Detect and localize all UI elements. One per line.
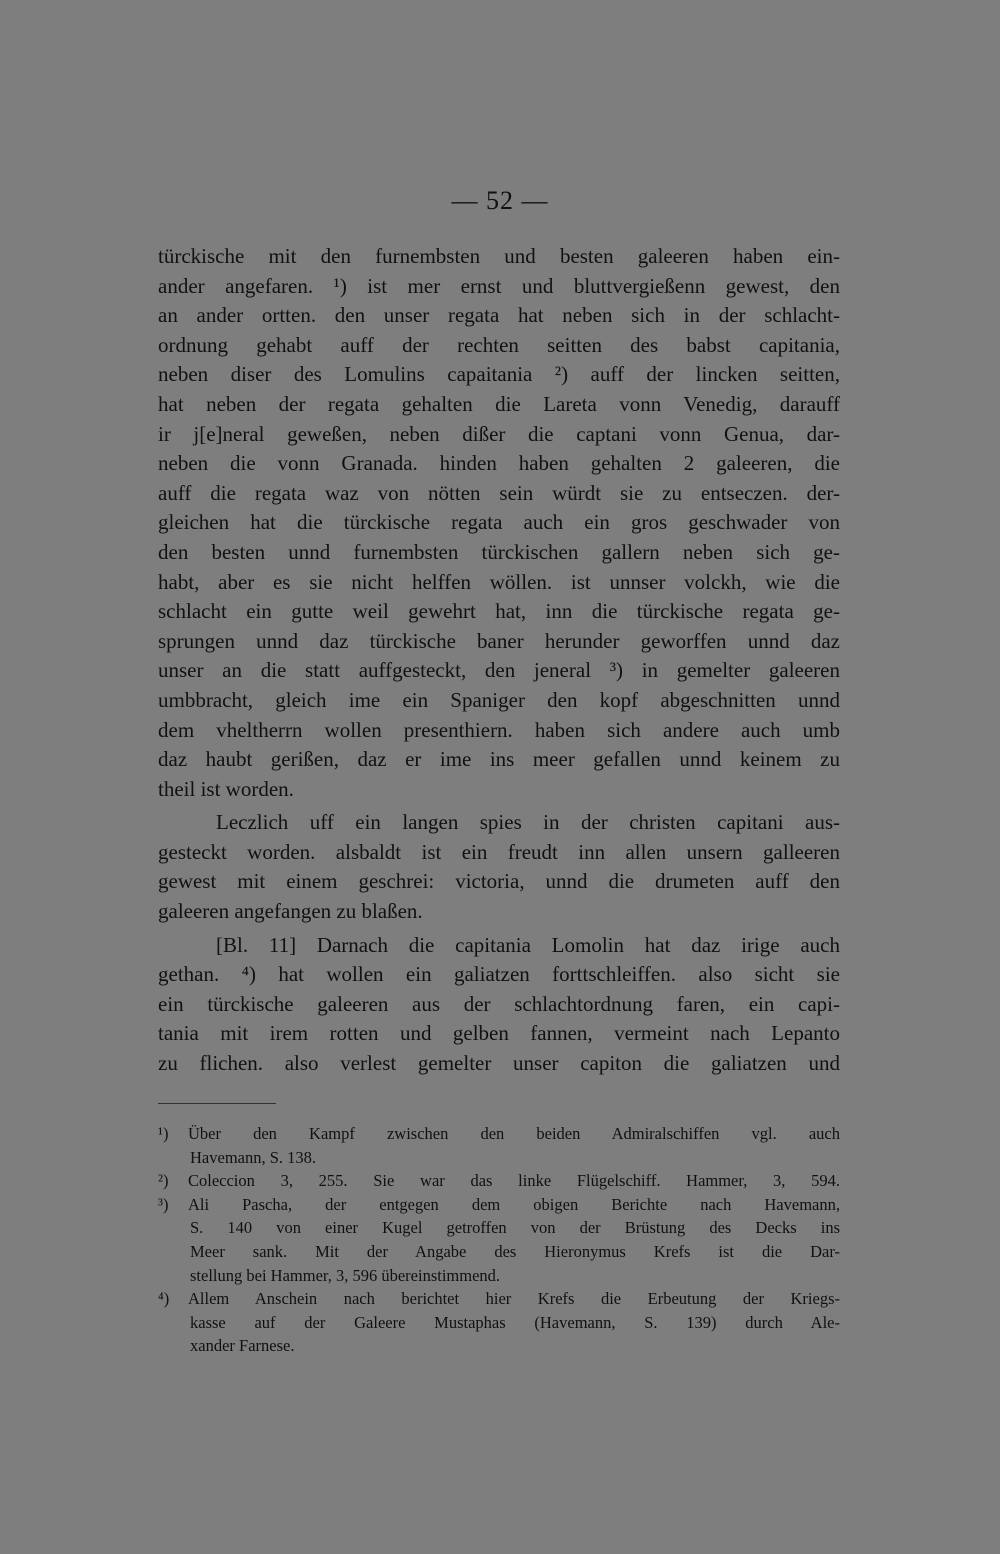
footnote-line: Havemann, S. 138. [190, 1147, 317, 1167]
footnote-line: Meer sank. Mit der Angabe des Hieronymus Krefs ist die Dar- [190, 1241, 840, 1261]
text-line: schlacht ein gutte weil gewehrt hat, inn die türckische regata ge- [158, 599, 840, 624]
footnote-line [158, 1287, 840, 1311]
text-line: sprungen unnd daz türckische baner herunder geworffen unnd daz [158, 628, 840, 653]
text-line: theil ist worden. [158, 776, 294, 801]
footnote-line [158, 1169, 840, 1193]
footnote-line [158, 1122, 840, 1146]
text-line: türckische mit den furnembsten und besten galeeren haben ein- [158, 244, 840, 268]
text-line: tania mit irem rotten und gelben fannen, vermeint nach Lepanto [158, 1021, 840, 1046]
footnote-line [158, 1193, 840, 1217]
footnote-line: xander Farnese. [190, 1336, 295, 1356]
footnote-marker: ³) [158, 1194, 169, 1214]
text-line: neben diser des Lomulins capaitania ²) auff der lincken seitten, [158, 362, 840, 387]
text-line: daz haubt gerißen, daz er ime ins meer gefallen unnd keinem zu [158, 747, 840, 772]
footnote-text: Ali Pascha, der entgegen dem obigen Berichte nach Havemann, [188, 1194, 840, 1214]
text-line: hat neben der regata gehalten die Lareta vonn Venedig, darauff [158, 391, 840, 416]
text-line: ordnung gehabt auff der rechten seitten des babst capitania, [158, 332, 840, 357]
footnote-marker: ¹) [158, 1124, 169, 1143]
main-text [158, 242, 840, 1079]
text-line: zu flichen. also verlest gemelter unser capiton die galiatzen und [158, 1051, 840, 1076]
page-number: — 52 — [451, 186, 549, 215]
text-line: ander angefaren. ¹) ist mer ernst und bluttvergießenn gewest, den [158, 273, 840, 298]
footnote-text: Über den Kampf zwischen den beiden Admiralschiffen vgl. auch [188, 1124, 840, 1143]
footnote-marker: ⁴) [158, 1289, 170, 1309]
footnote-line: kasse auf der Galeere Mustaphas (Havemann, S. 139) durch Ale- [190, 1312, 840, 1332]
footnote-4 [158, 1287, 840, 1358]
text-line: den besten unnd furnembsten türckischen gallern neben sich ge- [158, 539, 840, 564]
footnote-2 [158, 1169, 840, 1193]
footnote-marker: ²) [158, 1171, 169, 1191]
footnote-line: S. 140 von einer Kugel getroffen von der Brüstung des Decks ins [190, 1218, 840, 1238]
footnote-text: Coleccion 3, 255. Sie war das linke Flügelschiff. Hammer, 3, 594. [188, 1171, 840, 1191]
footnote-text: Allem Anschein nach berichtet hier Krefs die Erbeutung der Kriegs- [188, 1289, 840, 1309]
footnotes [158, 1122, 840, 1358]
text-line: habt, aber es sie nicht helffen wöllen. ist unnser volckh, wie die [158, 569, 840, 594]
text-line: gewest mit einem geschrei: victoria, unnd die drumeten auff den [158, 869, 840, 894]
text-line: gleichen hat die türckische regata auch ein gros geschwader von [158, 510, 840, 535]
text-line: Leczlich uff ein langen spies in der christen capitani aus- [216, 810, 840, 835]
text-line: an ander ortten. den unser regata hat neben sich in der schlacht- [158, 303, 840, 328]
text-line: dem vheltherrn wollen presenthiern. haben sich andere auch umb [158, 717, 840, 742]
footnote-3 [158, 1193, 840, 1287]
text-line: neben die vonn Granada. hinden haben gehalten 2 galeeren, die [158, 451, 840, 476]
text-line: [Bl. 11] Darnach die capitania Lomolin hat daz irige auch [216, 932, 840, 957]
text-line: unser an die statt auffgesteckt, den jeneral ³) in gemelter galeeren [158, 658, 840, 683]
text-line: galeeren angefangen zu blaßen. [158, 899, 423, 924]
text-line: umbbracht, gleich ime ein Spaniger den kopf abgeschnitten unnd [158, 687, 840, 712]
text-line: ein türckische galeeren aus der schlachtordnung faren, ein capi- [158, 991, 840, 1016]
footnote-divider [158, 1103, 276, 1104]
text-line: ir j[e]neral geweßen, neben dißer die captani vonn Genua, dar- [158, 421, 840, 446]
footnote-1 [158, 1122, 840, 1169]
footnote-line: stellung bei Hammer, 3, 596 übereinstimmend. [190, 1265, 501, 1285]
text-line: gesteckt worden. alsbaldt ist ein freudt inn allen unsern galleeren [158, 839, 840, 864]
text-line: auff die regata waz von nötten sein würdt sie zu entseczen. der- [158, 480, 840, 505]
text-line: gethan. ⁴) hat wollen ein galiatzen forttschleiffen. also sicht sie [158, 962, 840, 987]
